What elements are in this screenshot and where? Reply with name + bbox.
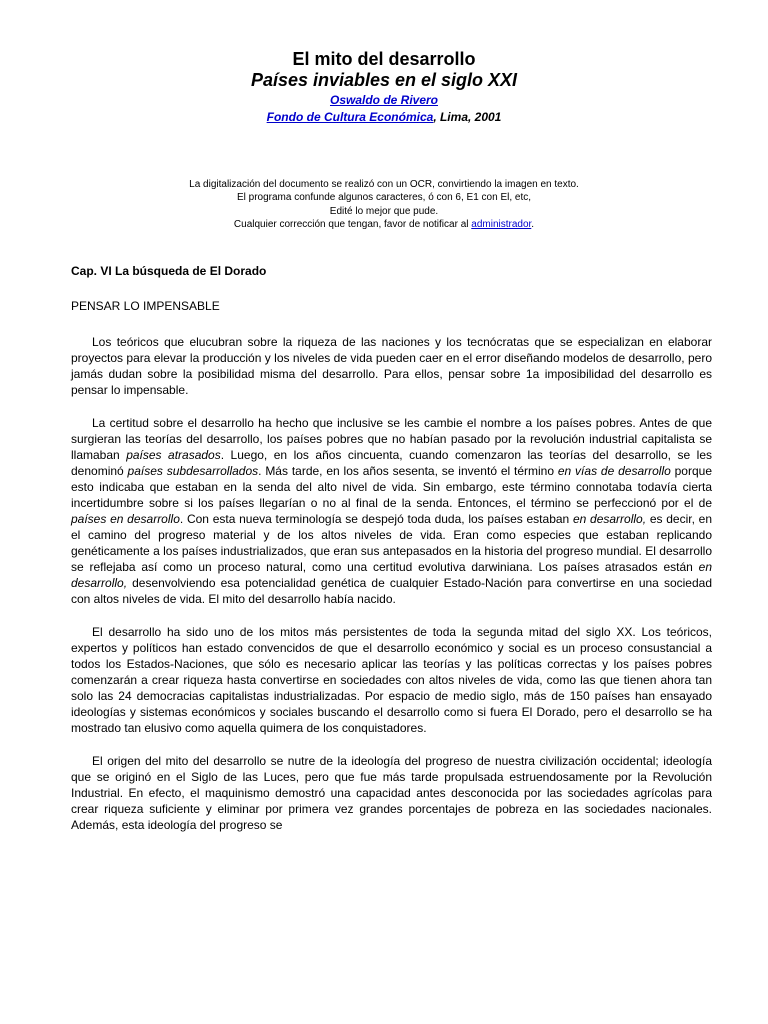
note-suffix: . xyxy=(531,219,535,231)
place-year: , Lima, 2001 xyxy=(433,110,502,124)
ocr-note-line: Edité lo mejor que pude. xyxy=(329,205,439,217)
document-header xyxy=(0,49,768,125)
emphasis: países subdesarrollados xyxy=(127,464,259,478)
ocr-note-line xyxy=(0,218,768,231)
emphasis: en desarrollo, xyxy=(71,560,712,590)
chapter-title: Cap. VI La búsqueda de El Dorado xyxy=(71,264,267,278)
text-run: es decir, en el camino del progreso material y de los altos niveles de vida. Eran como especies que estaban replicando genéticamente a los países industrializados, que eran sus antepasados en la historia del progreso mundial. El desarrollo se reflejaba así como un proceso natural, como una certitud evolutiva darwiniana. Los países atrasados están xyxy=(71,512,712,574)
text-run: . Luego, en los años cincuenta, cuando comenzaron las teorías del desarrollo, se les denominó xyxy=(71,448,713,478)
emphasis: en desarrollo, xyxy=(572,512,647,526)
text-run: desenvolviendo esa potencialidad genética de cualquier Estado-Nación para convertirse en una sociedad con altos niveles de vida. El mito del desarrollo había nacido. xyxy=(71,576,712,606)
page-title: El mito del desarrollo xyxy=(292,49,476,69)
emphasis: en vías de desarrollo xyxy=(557,464,671,478)
body-text xyxy=(71,334,712,850)
text-run: La certitud sobre el desarrollo ha hecho que inclusive se les cambie el nombre a los países pobres. Antes de que surgieran las teorías del desarrollo, los países pobres que no habían pasado por la revolución industrial capitalista se llamaban xyxy=(71,416,712,462)
paragraph: El desarrollo ha sido uno de los mitos más persistentes de toda la segunda mitad del siglo XX. Los teóricos, expertos y políticos han estado convencidos de que el desarrollo económico y social es un proceso consustancial a todos los Estados-Naciones, que sólo es necesario aplicar las teorías y las políticas correctas y los países pobres comenzarán a crear riqueza hasta convertirse en sociedades con altos niveles de vida, como las que tienen ahora tan solo las 24 democracias capitalistas industrializadas. Por espacio de medio siglo, más de 150 países han ensayado ideologías y sistemas económicos y sociales buscando el desarrollo como si fuera El Dorado, pero el desarrollo se ha mostrado tan elusivo como aquella quimera de los conquistadores. xyxy=(71,625,712,735)
page-subtitle: Países inviables en el siglo XXI xyxy=(250,70,518,90)
publisher-link[interactable]: Fondo de Cultura Económica xyxy=(266,110,434,124)
text-run: . Con esta nueva terminología se despejó toda duda, los países estaban xyxy=(179,512,573,526)
author-link[interactable]: Oswaldo de Rivero xyxy=(329,93,439,107)
ocr-note xyxy=(0,178,768,232)
text-run: porque esto indicaba que estaban en la senda del alto nivel de vida. Sin embargo, este término connotaba todavía cierta incertidumbre sobre si los países llegarían o no al final de la senda. Entonces, el término se perfeccionó por el de xyxy=(71,464,713,510)
emphasis: países en desarrollo xyxy=(71,512,180,526)
text-run: . Más tarde, en los años sesenta, se inventó el término xyxy=(258,464,558,478)
ocr-note-line: La digitalización del documento se realizó con un OCR, convirtiendo la imagen en texto. xyxy=(189,179,579,190)
emphasis: países atrasados xyxy=(126,448,221,462)
ocr-note-line: El programa confunde algunos caracteres, ó con 6, E1 con El, etc, xyxy=(236,192,532,204)
publisher-line xyxy=(0,109,768,125)
paragraph: Los teóricos que elucubran sobre la riqueza de las naciones y los tecnócratas que se especializan en elaborar proyectos para elevar la producción y los niveles de vida pueden caer en el error diseñando modelos de desarrollo, pero jamás dudan sobre la posibilidad misma del desarrollo. Para ellos, pensar sobre 1a imposibilidad del desarrollo es pensar lo impensable. xyxy=(71,335,712,397)
paragraph: El origen del mito del desarrollo se nutre de la ideología del progreso de nuestra civilización occidental; ideología que se originó en el Siglo de las Luces, pero que fue más tarde propulsada estruendosamente por la Revolución Industrial. En efecto, el maquinismo demostró una capacidad antes desconocida por las sociedades agrícolas para crear riqueza suficiente y eliminar por primera vez grandes porcentajes de pobreza en las sociedades nacionales. Además, esta ideología del progreso se xyxy=(71,754,712,832)
author-line xyxy=(0,92,768,108)
section-title: PENSAR LO IMPENSABLE xyxy=(71,299,220,313)
administrador-link[interactable]: administrador xyxy=(471,219,532,231)
note-prefix: Cualquier corrección que tengan, favor de notificar al xyxy=(233,219,472,231)
paragraph xyxy=(71,415,712,607)
